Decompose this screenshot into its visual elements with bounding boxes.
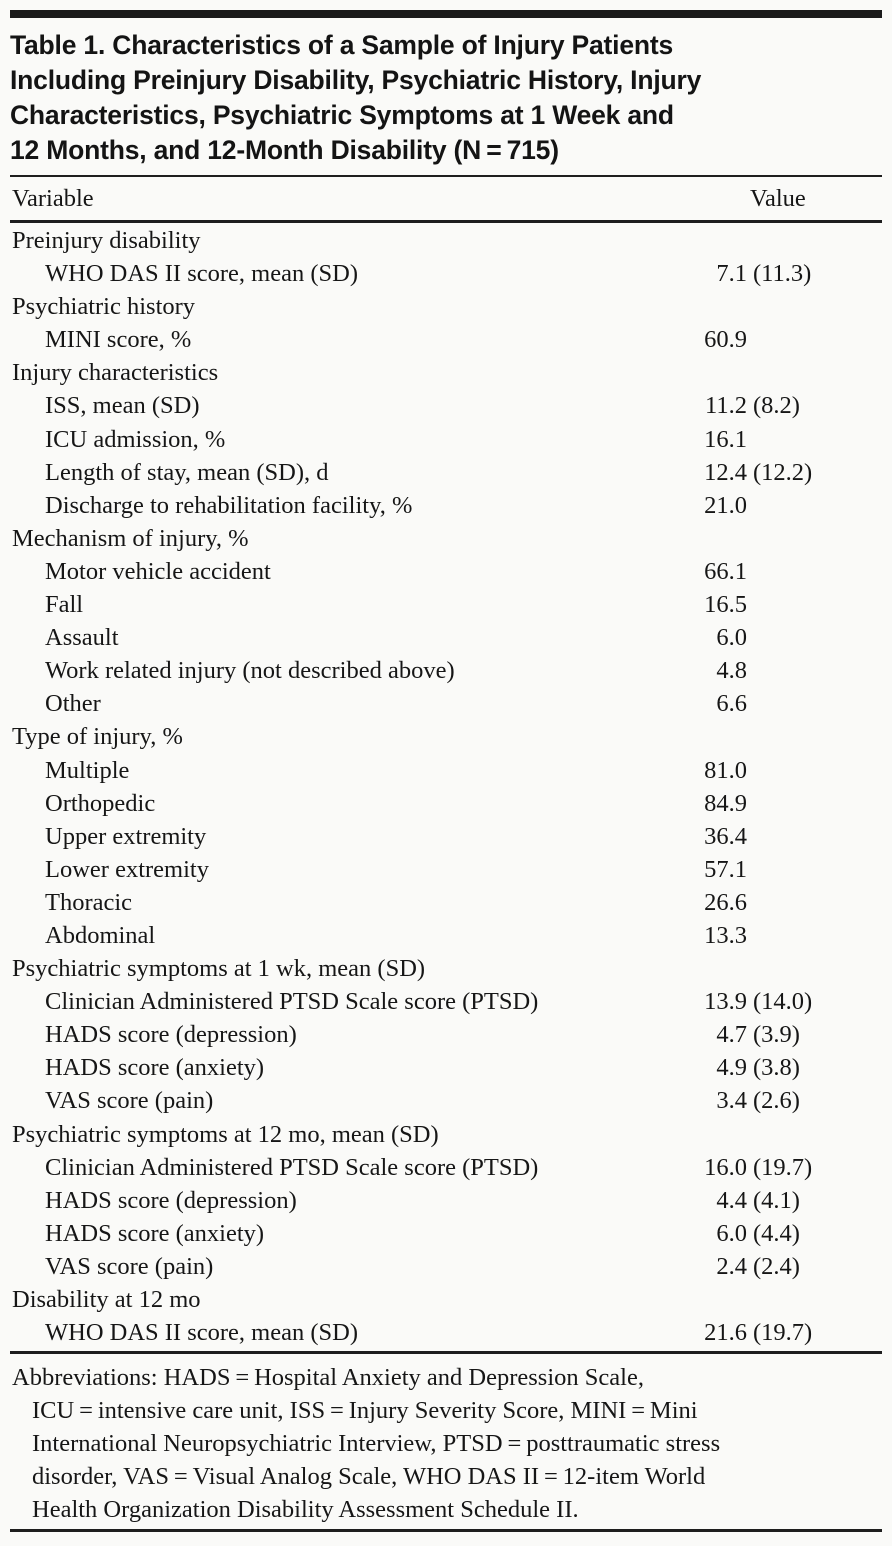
- row-label: Clinician Administered PTSD Scale score (PTSD): [45, 988, 539, 1016]
- value-mean: 60.9: [704, 326, 747, 354]
- table-body: [10, 223, 882, 1351]
- row-label: Discharge to rehabilitation facility, %: [45, 491, 413, 519]
- table-row-item: [10, 389, 882, 422]
- row-label: HADS score (depression): [45, 1186, 297, 1214]
- table-row-item: [10, 687, 882, 720]
- value-mean: 4.7: [716, 1021, 747, 1049]
- row-label: Other: [45, 690, 101, 718]
- table-row-section: [10, 1283, 882, 1316]
- row-label: Multiple: [45, 756, 130, 784]
- row-value: [700, 886, 747, 919]
- row-label: Upper extremity: [45, 822, 207, 850]
- table-row-item: [10, 489, 882, 522]
- value-sd: (19.7): [753, 1319, 813, 1347]
- row-label: HADS score (anxiety): [45, 1054, 265, 1082]
- table-row-item: [10, 886, 882, 919]
- value-mean: 6.0: [716, 624, 747, 652]
- row-label: Work related injury (not described above): [45, 657, 455, 685]
- table-title-line: Including Preinjury Disability, Psychiatric History, Injury: [10, 65, 702, 95]
- value-mean: 26.6: [704, 888, 747, 916]
- table-row-item: [10, 1217, 882, 1250]
- value-mean: 66.1: [704, 557, 747, 585]
- value-mean: 6.6: [716, 690, 747, 718]
- row-label: Psychiatric symptoms at 1 wk, mean (SD): [12, 955, 426, 983]
- value-sd: (2.6): [753, 1087, 800, 1115]
- value-sd: (2.4): [753, 1252, 800, 1280]
- row-label: HADS score (anxiety): [45, 1219, 265, 1247]
- table-row-section: [10, 356, 882, 389]
- value-sd: (4.1): [753, 1186, 800, 1214]
- row-label: WHO DAS II score, mean (SD): [45, 260, 358, 288]
- row-label: Motor vehicle accident: [45, 557, 271, 585]
- row-label: Psychiatric symptoms at 12 mo, mean (SD): [12, 1120, 439, 1148]
- value-sd: (12.2): [753, 458, 813, 486]
- abbreviations-footnote: [10, 1361, 882, 1526]
- row-label: Injury characteristics: [12, 359, 219, 387]
- value-mean: 57.1: [704, 855, 747, 883]
- row-label: Type of injury, %: [12, 723, 183, 751]
- row-label: Thoracic: [45, 888, 133, 916]
- table-row-item: [10, 1051, 882, 1084]
- row-value: [700, 555, 747, 588]
- row-value: [700, 1018, 800, 1051]
- table-row-item: [10, 654, 882, 687]
- value-mean: 3.4: [716, 1087, 747, 1115]
- table-row-section: [10, 720, 882, 753]
- table-title-line: 12 Months, and 12-Month Disability (N = 715): [10, 135, 559, 165]
- row-label: Preinjury disability: [12, 227, 201, 254]
- variable-column-header: Variable: [12, 185, 94, 212]
- row-value: [700, 820, 747, 853]
- value-mean: 21.6: [704, 1319, 747, 1347]
- row-value: [700, 853, 747, 886]
- row-value: [700, 654, 747, 687]
- table-row-item: [10, 456, 882, 489]
- table-row-item: [10, 323, 882, 356]
- row-value: [700, 1217, 800, 1250]
- row-label: Mechanism of injury, %: [12, 524, 249, 552]
- table-row-section: [10, 290, 882, 323]
- value-mean: 36.4: [704, 822, 747, 850]
- footnote-line: Health Organization Disability Assessment Schedule II.: [32, 1496, 579, 1524]
- row-value: [700, 588, 747, 621]
- footnote-top-rule: [10, 1351, 882, 1354]
- row-value: [700, 489, 747, 522]
- row-value: [700, 456, 812, 489]
- value-mean: 11.2: [705, 392, 747, 420]
- value-mean: 16.0: [704, 1153, 747, 1181]
- row-value: [700, 1051, 800, 1084]
- table-row-item: [10, 1151, 882, 1184]
- table-row-item: [10, 754, 882, 787]
- value-column-header: Value: [750, 185, 806, 212]
- value-mean: 13.9: [704, 988, 747, 1016]
- table-title-line: Characteristics, Psychiatric Symptoms at 1 Week and: [10, 100, 674, 130]
- table-row-item: [10, 1018, 882, 1051]
- row-value: [700, 919, 747, 952]
- table-row-item: [10, 853, 882, 886]
- row-label: HADS score (depression): [45, 1021, 297, 1049]
- row-label: Clinician Administered PTSD Scale score (PTSD): [45, 1153, 539, 1181]
- value-mean: 7.1: [716, 260, 747, 288]
- row-value: [700, 754, 747, 787]
- table-row-section: [10, 522, 882, 555]
- value-sd: (4.4): [753, 1219, 800, 1247]
- table-row-item: [10, 621, 882, 654]
- value-mean: 6.0: [716, 1219, 747, 1247]
- row-value: [700, 1151, 812, 1184]
- table-row-item: [10, 588, 882, 621]
- value-sd: (11.3): [753, 260, 812, 288]
- row-value: [700, 389, 800, 422]
- row-value: [700, 323, 747, 356]
- table-row-section: [10, 1118, 882, 1151]
- journal-table-figure: [10, 10, 882, 1546]
- table-row-item: [10, 1250, 882, 1283]
- table-row-section: [10, 224, 882, 257]
- table-row-section: [10, 952, 882, 985]
- footnote-line: disorder, VAS = Visual Analog Scale, WHO DAS II = 12-item World: [32, 1463, 706, 1491]
- value-sd: (8.2): [753, 392, 800, 420]
- table-title-line: Table 1. Characteristics of a Sample of Injury Patients: [10, 30, 674, 60]
- footnote-line: Abbreviations: HADS = Hospital Anxiety and Depression Scale,: [12, 1364, 644, 1392]
- table-row-item: [10, 1084, 882, 1117]
- value-mean: 84.9: [704, 789, 747, 817]
- value-mean: 81.0: [704, 756, 747, 784]
- value-mean: 13.3: [704, 921, 747, 949]
- value-sd: (14.0): [753, 988, 813, 1016]
- column-header-row: [10, 177, 882, 220]
- row-label: ISS, mean (SD): [45, 392, 200, 420]
- table-row-item: [10, 555, 882, 588]
- value-mean: 12.4: [704, 458, 747, 486]
- row-label: VAS score (pain): [45, 1252, 214, 1280]
- row-value: [700, 423, 747, 456]
- row-label: Disability at 12 mo: [12, 1286, 201, 1313]
- table-title: [10, 28, 882, 168]
- row-value: [700, 1316, 812, 1349]
- row-value: [700, 787, 747, 820]
- row-value: [700, 621, 747, 654]
- row-label: Assault: [45, 624, 119, 652]
- footnote-line: ICU = intensive care unit, ISS = Injury Severity Score, MINI = Mini: [32, 1397, 698, 1425]
- row-value: [700, 1184, 800, 1217]
- value-mean: 4.4: [716, 1186, 747, 1214]
- value-mean: 21.0: [704, 491, 747, 519]
- value-mean: 4.8: [716, 657, 747, 685]
- table-row-item: [10, 787, 882, 820]
- row-label: Psychiatric history: [12, 293, 196, 321]
- table-row-item: [10, 919, 882, 952]
- row-label: MINI score, %: [45, 326, 192, 354]
- row-value: [700, 1250, 800, 1283]
- row-label: Orthopedic: [45, 789, 156, 817]
- table-row-item: [10, 820, 882, 853]
- row-label: Length of stay, mean (SD), d: [45, 458, 329, 486]
- row-label: Fall: [45, 591, 84, 619]
- value-mean: 4.9: [716, 1054, 747, 1082]
- row-label: Lower extremity: [45, 855, 209, 883]
- value-mean: 16.5: [704, 591, 747, 619]
- table-row-item: [10, 1184, 882, 1217]
- row-label: Abdominal: [45, 921, 156, 949]
- row-value: [700, 1084, 800, 1117]
- table-top-rule: [10, 10, 882, 18]
- row-label: WHO DAS II score, mean (SD): [45, 1319, 358, 1347]
- table-row-item: [10, 985, 882, 1018]
- row-label: VAS score (pain): [45, 1087, 214, 1115]
- footnote-line: International Neuropsychiatric Interview, PTSD = posttraumatic stress: [32, 1430, 721, 1458]
- value-mean: 2.4: [716, 1252, 747, 1280]
- table-row-item: [10, 1316, 882, 1349]
- row-value: [700, 687, 747, 720]
- value-mean: 16.1: [704, 425, 747, 453]
- value-sd: (3.9): [753, 1021, 800, 1049]
- row-value: [700, 257, 811, 290]
- table-bottom-rule: [10, 1529, 882, 1532]
- value-sd: (3.8): [753, 1054, 800, 1082]
- row-label: ICU admission, %: [45, 425, 226, 453]
- value-sd: (19.7): [753, 1153, 813, 1181]
- row-value: [700, 985, 812, 1018]
- table-row-item: [10, 257, 882, 290]
- table-row-item: [10, 423, 882, 456]
